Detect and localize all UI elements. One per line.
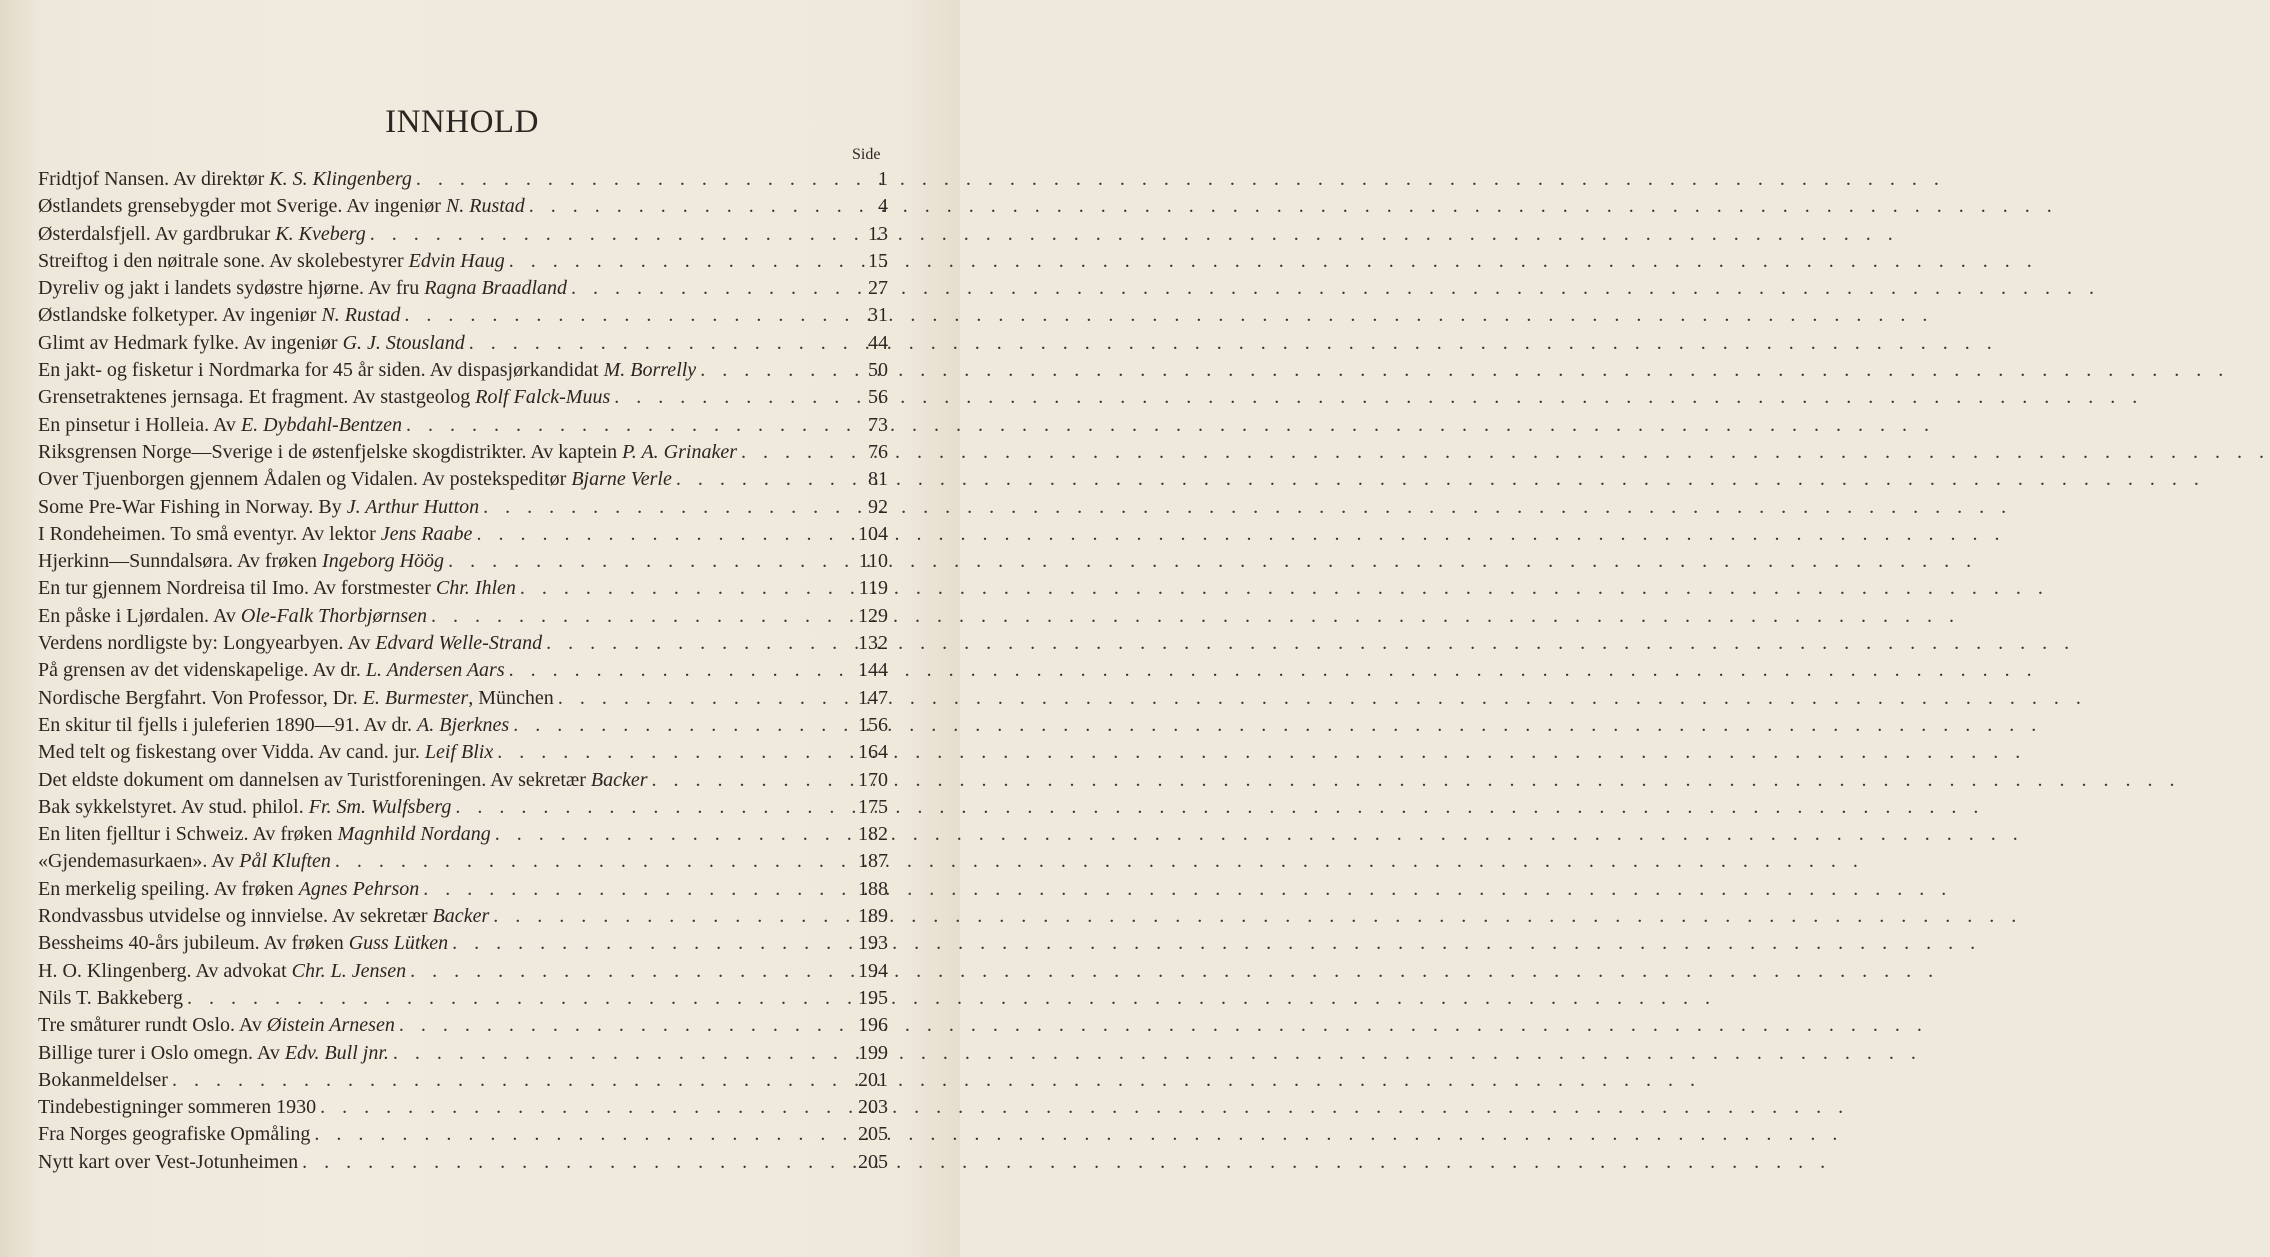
toc-entry: [38, 848, 888, 875]
toc-entry: [38, 466, 888, 493]
toc-entry-suffix: , München: [468, 686, 554, 709]
toc-entry-title: [38, 876, 419, 903]
toc-entry-author: Øistein Arnesen: [266, 1014, 395, 1037]
toc-entry-title: [38, 575, 516, 602]
dot-leader: [302, 1149, 846, 1176]
toc-entry-title: [38, 630, 542, 657]
toc-entry: [38, 1121, 888, 1148]
toc-entry-page: 73: [868, 413, 888, 436]
toc-entry: [38, 767, 888, 794]
toc-entry-text: Fra Norges geografiske Opmåling: [38, 1123, 311, 1146]
toc-entry: [38, 930, 888, 957]
toc-entry-author: Bjarne Verle: [571, 468, 672, 491]
toc-entry: [38, 1067, 888, 1094]
toc-entry-title: [38, 1040, 389, 1067]
dot-leader: [520, 575, 846, 602]
toc-entry-title: [38, 466, 672, 493]
toc-entry-page: 119: [858, 577, 888, 600]
toc-entry-author: Chr. L. Jensen: [291, 959, 407, 982]
toc-entry-text: Tindebestigninger sommeren 1930: [38, 1096, 317, 1119]
toc-entry-page: 104: [858, 522, 888, 545]
toc-entry: [38, 958, 888, 985]
toc-entry-title: [38, 1012, 395, 1039]
toc-entry-text: Billige turer i Oslo omegn. Av: [38, 1041, 285, 1064]
toc-entry-author: M. Borrelly: [603, 359, 697, 382]
toc-entry-page: 156: [858, 713, 888, 736]
toc-entry-text: Østlandets grensebygder mot Sverige. Av ingeniør: [38, 195, 446, 218]
dot-leader: [172, 1067, 846, 1094]
dot-leader: [676, 466, 846, 493]
toc-entry-text: En jakt- og fisketur i Nordmarka for 45 år siden. Av dispasjørkandidat: [38, 359, 604, 382]
toc-entry-page: 144: [858, 659, 888, 682]
toc-entry-text: H. O. Klingenberg. Av advokat: [38, 959, 292, 982]
dot-leader: [393, 1040, 846, 1067]
toc-entry-author: Ole-Falk Thorbjørnsen: [240, 604, 428, 627]
toc-entry-title: [38, 193, 525, 220]
toc-entry-page: 195: [858, 986, 888, 1009]
dot-leader: [423, 876, 846, 903]
toc-entry: [38, 384, 888, 411]
toc-entry-page: 205: [858, 1123, 888, 1146]
toc-entry-title: [38, 794, 451, 821]
toc-entry: [38, 821, 888, 848]
toc-entry-page: 147: [858, 686, 888, 709]
toc-entry: [38, 1094, 888, 1121]
toc-entry-page: 194: [858, 959, 888, 982]
toc-entry: [38, 193, 888, 220]
toc-entry-title: [38, 685, 554, 712]
toc-entry-author: Edv. Bull jnr.: [284, 1041, 389, 1064]
toc-entry-page: 193: [858, 932, 888, 955]
toc-entry-page: 170: [858, 768, 888, 791]
toc-entry-text: Nytt kart over Vest-Jotunheimen: [38, 1150, 299, 1173]
toc-entry-text: Over Tjuenborgen gjennem Ådalen og Vidalen. Av postekspeditør: [38, 468, 572, 491]
toc-entry-text: Nordische Bergfahrt. Von Professor, Dr.: [38, 686, 363, 709]
toc-entry-author: Jens Raabe: [380, 522, 473, 545]
toc-entry-title: [38, 330, 465, 357]
toc-entry: [38, 275, 888, 302]
toc-entry: [38, 357, 888, 384]
toc-entry-author: L. Andersen Aars: [365, 659, 505, 682]
toc-entry-title: [38, 985, 183, 1012]
toc-entry: [38, 548, 888, 575]
dot-leader: [483, 494, 846, 521]
toc-entry-author: G. J. Stousland: [342, 331, 465, 354]
toc-entry-author: Ragna Braadland: [424, 277, 568, 300]
dot-leader: [529, 193, 846, 220]
toc-entry: [38, 1040, 888, 1067]
dot-leader: [495, 821, 846, 848]
toc-entry-title: [38, 657, 505, 684]
toc-entry-page: 27: [868, 277, 888, 300]
toc-entry-author: Edvin Haug: [408, 249, 505, 272]
page-column-label: Side: [852, 146, 881, 163]
dot-leader: [314, 1121, 846, 1148]
toc-entry: [38, 657, 888, 684]
toc-entry: [38, 302, 888, 329]
dot-leader: [509, 248, 846, 275]
toc-entry-author: A. Bjerknes: [417, 713, 510, 736]
toc-entry-page: 199: [858, 1041, 888, 1064]
dot-leader: [614, 384, 846, 411]
book-page: [0, 0, 960, 1257]
toc-entry-title: [38, 221, 366, 248]
toc-entry-text: Hjerkinn—Sunndalsøra. Av frøken: [38, 550, 323, 573]
toc-entry: [38, 739, 888, 766]
toc-entry-author: J. Arthur Hutton: [346, 495, 480, 518]
dot-leader: [320, 1094, 846, 1121]
toc-entry-text: I Rondeheimen. To små eventyr. Av lektor: [38, 522, 381, 545]
dot-leader: [558, 685, 846, 712]
toc-entry-text: Tre småturer rundt Oslo. Av: [38, 1014, 267, 1037]
toc-entry-author: Ingeborg Höög: [322, 550, 445, 573]
toc-entry-page: 187: [858, 850, 888, 873]
toc-entry-page: 56: [868, 386, 888, 409]
toc-entry: [38, 494, 888, 521]
toc-entry: [38, 1149, 888, 1176]
toc-entry-text: Streiftog i den nøitrale sone. Av skolebestyrer: [38, 249, 409, 272]
toc-entry-text: Riksgrensen Norge—Sverige i de østenfjelske skogdistrikter. Av kaptein: [38, 440, 623, 463]
dot-leader: [404, 302, 846, 329]
dot-leader: [546, 630, 846, 657]
toc-entry-title: [38, 1067, 168, 1094]
toc-entry-text: Fridtjof Nansen. Av direktør: [38, 168, 270, 190]
toc-entry: [38, 794, 888, 821]
toc-entry-author: Pål Kluften: [239, 850, 331, 873]
toc-entry-page: 50: [868, 359, 888, 382]
toc-entry-page: 164: [858, 741, 888, 764]
toc-entry-author: P. A. Grinaker: [622, 440, 737, 463]
toc-entry-title: [38, 521, 472, 548]
toc-entry-page: 132: [858, 632, 888, 655]
dot-leader: [455, 794, 846, 821]
toc-entry: [38, 575, 888, 602]
toc-entry: [38, 685, 888, 712]
toc-entry-author: E. Dybdahl-Bentzen: [240, 413, 403, 436]
toc-entry-text: Bokanmeldelser: [38, 1068, 168, 1091]
toc-entry-title: [38, 1094, 316, 1121]
toc-entry-title: [38, 958, 406, 985]
toc-entry-author: N. Rustad: [445, 195, 525, 218]
toc-entry: [38, 248, 888, 275]
toc-entry: [38, 221, 888, 248]
toc-entry: [38, 876, 888, 903]
toc-entry: [38, 439, 888, 466]
toc-entry-page: 182: [858, 823, 888, 846]
toc-entry-text: En liten fjelltur i Schweiz. Av frøken: [38, 823, 338, 846]
toc-entry-title: [38, 439, 737, 466]
toc-entry: [38, 330, 888, 357]
toc-entry-page: 188: [858, 877, 888, 900]
toc-entry-title: [38, 903, 489, 930]
toc-entry-text: Grensetraktenes jernsaga. Et fragment. Av stastgeolog: [38, 386, 476, 409]
toc-entry-text: Nils T. Bakkeberg: [38, 986, 183, 1009]
toc-entry-author: Agnes Pehrson: [298, 877, 420, 900]
dot-leader: [493, 903, 846, 930]
dot-leader: [448, 548, 846, 575]
dot-leader: [406, 412, 846, 439]
toc-entry-page: 203: [858, 1096, 888, 1119]
toc-entry-text: En påske i Ljørdalen. Av: [38, 604, 241, 627]
toc-entry-text: Bak sykkelstyret. Av stud. philol.: [38, 795, 309, 818]
toc-entry-text: Østerdalsfjell. Av gardbrukar: [38, 222, 276, 245]
toc-entry-title: [38, 603, 427, 630]
toc-entry-author: K. Kveberg: [275, 222, 366, 245]
toc-entry-text: En merkelig speiling. Av frøken: [38, 877, 299, 900]
toc-entry-author: Fr. Sm. Wulfsberg: [308, 795, 452, 818]
toc-entry-text: Med telt og fiskestang over Vidda. Av cand. jur.: [38, 741, 425, 764]
dot-leader: [509, 657, 846, 684]
toc-entry-text: En pinsetur i Holleia. Av: [38, 413, 241, 436]
toc-entry-page: 31: [868, 304, 888, 327]
dot-leader: [370, 221, 846, 248]
toc-entry-title: [38, 930, 448, 957]
toc-entry: [38, 985, 888, 1012]
toc-entry-title: [38, 166, 412, 193]
toc-entry-title: [38, 821, 491, 848]
toc-entry-text: Det eldste dokument om dannelsen av Turistforeningen. Av sekretær: [38, 768, 591, 791]
toc-entry-text: En tur gjennem Nordreisa til Imo. Av forstmester: [38, 577, 436, 600]
toc-entry-page: 4: [878, 195, 888, 218]
dot-leader: [513, 712, 846, 739]
toc-entry-text: Østlandske folketyper. Av ingeniør: [38, 304, 322, 327]
toc-entry-page: 81: [868, 468, 888, 491]
dot-leader: [700, 357, 846, 384]
toc-entry: [38, 603, 888, 630]
dot-leader: [187, 985, 846, 1012]
toc-entry-author: Rolf Falck-Muus: [475, 386, 611, 409]
toc-entry-author: Leif Blix: [424, 741, 494, 764]
toc-entry-page: 1: [878, 168, 888, 190]
toc-entry-text: Rondvassbus utvidelse og innvielse. Av sekretær: [38, 905, 433, 928]
dot-leader: [410, 958, 846, 985]
toc-entry-title: [38, 1149, 298, 1176]
toc-entry-author: Edvard Welle-Strand: [375, 632, 543, 655]
dot-leader: [335, 848, 846, 875]
toc-entry-page: 189: [858, 905, 888, 928]
toc-entry-title: [38, 384, 610, 411]
toc-entry: [38, 521, 888, 548]
dot-leader: [399, 1012, 846, 1039]
toc-entry-page: 76: [868, 440, 888, 463]
toc-entry-page: 175: [858, 795, 888, 818]
dot-leader: [452, 930, 846, 957]
toc-entry-page: 15: [868, 249, 888, 272]
toc-entry-page: 196: [858, 1014, 888, 1037]
toc-entry-title: [38, 848, 331, 875]
toc-entry-text: Glimt av Hedmark fylke. Av ingeniør: [38, 331, 343, 354]
toc-entry-title: [38, 548, 444, 575]
toc-entry: [38, 1012, 888, 1039]
toc-entry-title: [38, 275, 567, 302]
toc-entry-page: 13: [868, 222, 888, 245]
toc-entry-title: [38, 412, 402, 439]
toc-entry-text: «Gjendemasurkaen». Av: [38, 850, 240, 873]
toc-entry-page: 201: [858, 1068, 888, 1091]
toc-entry-author: Backer: [432, 905, 490, 928]
toc-entry-page: 44: [868, 331, 888, 354]
toc-entry-text: Some Pre-War Fishing in Norway. By: [38, 495, 347, 518]
dot-leader: [416, 166, 846, 193]
toc-entry-page: 110: [858, 550, 888, 573]
toc-entry-title: [38, 494, 479, 521]
toc-entry-author: E. Burmester: [362, 686, 469, 709]
toc-entry: [38, 630, 888, 657]
toc-entry-text: En skitur til fjells i juleferien 1890—91. Av dr.: [38, 713, 418, 736]
dot-leader: [497, 739, 846, 766]
toc-entry-title: [38, 739, 493, 766]
toc-entry-page: 129: [858, 604, 888, 627]
toc-entry-author: Guss Lütken: [348, 932, 449, 955]
toc-entry-title: [38, 357, 696, 384]
dot-leader: [476, 521, 846, 548]
table-of-contents: [38, 166, 888, 1176]
toc-entry-page: 205: [858, 1150, 888, 1173]
dot-leader: [431, 603, 846, 630]
toc-entry-author: Backer: [590, 768, 648, 791]
dot-leader: [469, 330, 846, 357]
toc-entry: [38, 903, 888, 930]
toc-entry-author: Magnhild Nordang: [337, 823, 491, 846]
dot-leader: [652, 767, 846, 794]
toc-entry-author: Chr. Ihlen: [435, 577, 516, 600]
toc-entry-title: [38, 302, 400, 329]
toc-entry-text: Dyreliv og jakt i landets sydøstre hjørne. Av fru: [38, 277, 425, 300]
dot-leader: [571, 275, 846, 302]
toc-entry-title: [38, 712, 509, 739]
toc-entry: [38, 166, 888, 193]
toc-entry: [38, 412, 888, 439]
toc-entry-text: Bessheims 40-års jubileum. Av frøken: [38, 932, 349, 955]
page-title: INNHOLD: [385, 104, 539, 140]
toc-entry-text: På grensen av det videnskapelige. Av dr.: [38, 659, 366, 682]
toc-entry-title: [38, 248, 505, 275]
toc-entry-title: [38, 1121, 310, 1148]
toc-entry-title: [38, 767, 648, 794]
toc-entry-author: K. S. Klingenberg: [269, 168, 412, 190]
toc-entry-page: 92: [868, 495, 888, 518]
toc-entry-author: N. Rustad: [321, 304, 401, 327]
toc-entry: [38, 712, 888, 739]
dot-leader: [741, 439, 846, 466]
toc-entry-text: Verdens nordligste by: Longyearbyen. Av: [38, 632, 376, 655]
